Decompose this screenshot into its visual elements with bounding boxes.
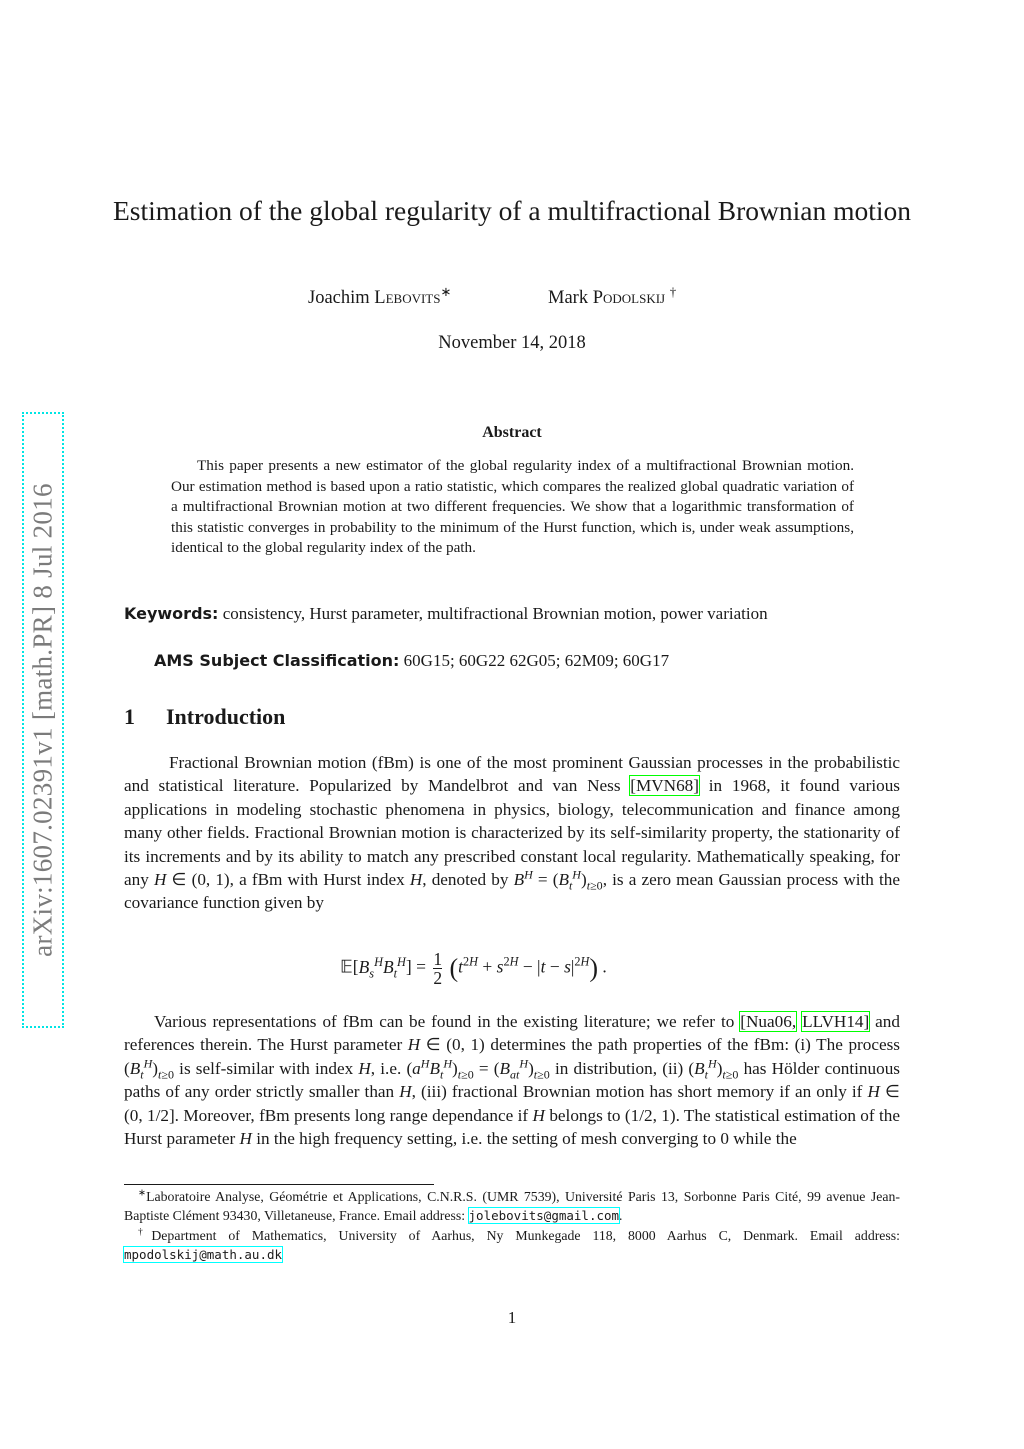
- ams-codes: 60G15; 60G22 62G05; 62M09; 60G17: [403, 651, 670, 670]
- abstract-body: [171, 456, 854, 559]
- intro-paragraph-2: Various representations of fBm can be found in the existing literature; we refer to [Nua06, LLVH14] and references therein. The Hurst parameter H ∈ (0, 1) determines the path properties of the fBm: (i) The process $(B_t^H)_{t\ge 0}$ is self-similar with index H, i.e. $(a^HB_t^H)_{t\ge 0} = (B_{at}^H)_{t\ge 0}$ in distribution, (ii) $(B_t^H)_{t\ge 0}$ has Hölder continuous paths of any order strictly smaller than H, (iii) fractional Brownian motion has short memory if an only if H ∈ (0, 1/2]. Moreover, fBm presents long range dependance if H belongs to (1/2, 1). The statistical estimation of the Hurst parameter H in the high frequency setting, i.e. the setting of mesh converging to 0 while the: [124, 1012, 900, 1149]
- author-footnote-mark: ∗: [440, 283, 452, 299]
- ams-label: AMS Subject Classification:: [154, 651, 400, 670]
- author-podolskij: Mark Podolskij †: [548, 283, 677, 308]
- section-heading: [124, 704, 285, 730]
- covariance-equation: $𝔼[B_s^HB_t^H]$ = $\frac{1}{2}$ $(t^{2H} + s^{2H} - |t - s|^{2H})$ .: [340, 949, 607, 988]
- author-lebovits: Joachim Lebovits∗: [308, 283, 452, 308]
- arxiv-sidebar-stamp[interactable]: [22, 412, 64, 1028]
- keywords-label: Keywords:: [124, 604, 219, 623]
- abstract-text: This paper presents a new estimator of the global regularity index of a multifractional Brownian motion. Our estimation method is based upon a ratio statistic, which compares the realized global quadratic variation of a multifractional Brownian motion at two different frequencies. We show that a logarithmic transformation of this statistic converges in probability to the minimum of the Hurst function, which is, under weak assumptions, identical to the global regularity index of the path.: [171, 457, 854, 557]
- paper-date: November 14, 2018: [438, 333, 586, 353]
- keywords-line: [124, 604, 900, 624]
- citation-mvn68[interactable]: [MVN68]: [630, 776, 699, 796]
- email-link-lebovits[interactable]: jolebovits@gmail.com: [468, 1208, 620, 1224]
- footnote-2: †Department of Mathematics, University of Aarhus, Ny Munkegade 118, 8000 Aarhus C, Denmark. Email address: mpodolskij@math.au.dk: [124, 1226, 901, 1263]
- page-number: 1: [507, 1308, 517, 1327]
- section-title: Introduction: [166, 704, 286, 729]
- abstract-heading: Abstract: [482, 424, 542, 441]
- footnote-rule: [124, 1184, 434, 1185]
- citation-llvh14[interactable]: LLVH14]: [802, 1012, 870, 1031]
- footnote-1: ∗Laboratoire Analyse, Géométrie et Applications, C.N.R.S. (UMR 7539), Université Paris 13, Sorbonne Paris Cité, 99 avenue Jean-Baptiste Clément 93430, Villetaneuse, France. Email address: jolebovits@gmail.com.: [124, 1187, 900, 1224]
- footnotes: [124, 1187, 900, 1265]
- section-number: 1: [124, 704, 135, 729]
- paper-title: Estimation of the global regularity of a multifractional Brownian motion: [112, 195, 912, 226]
- citation-nua06[interactable]: [Nua06,: [740, 1012, 797, 1031]
- ams-classification-line: [154, 651, 900, 671]
- keywords-text: consistency, Hurst parameter, multifractional Brownian motion, power variation: [222, 604, 768, 623]
- arxiv-identifier: arXiv:1607.02391v1 [math.PR] 8 Jul 2016: [27, 483, 58, 957]
- author-footnote-mark: †: [669, 283, 677, 299]
- email-link-podolskij[interactable]: mpodolskij@math.au.dk: [124, 1247, 283, 1263]
- intro-paragraph-1: Fractional Brownian motion (fBm) is one of the most prominent Gaussian processes in the probabilistic and statistical literature. Popularized by Mandelbrot and van Ness [MVN68] in 1968, it found various applications in modeling stochastic phenomena in physics, biology, telecommunication and finance among many other fields. Fractional Brownian motion is characterized by its self-similarity property, the stationarity of its increments and by its ability to match any prescribed constant local regularity. Mathematically speaking, for any H ∈ (0, 1), a fBm with Hurst index H, denoted by $B^H = (B_t^H)_{t\ge 0}$, is a zero mean Gaussian process with the covariance function given by: [124, 753, 900, 913]
